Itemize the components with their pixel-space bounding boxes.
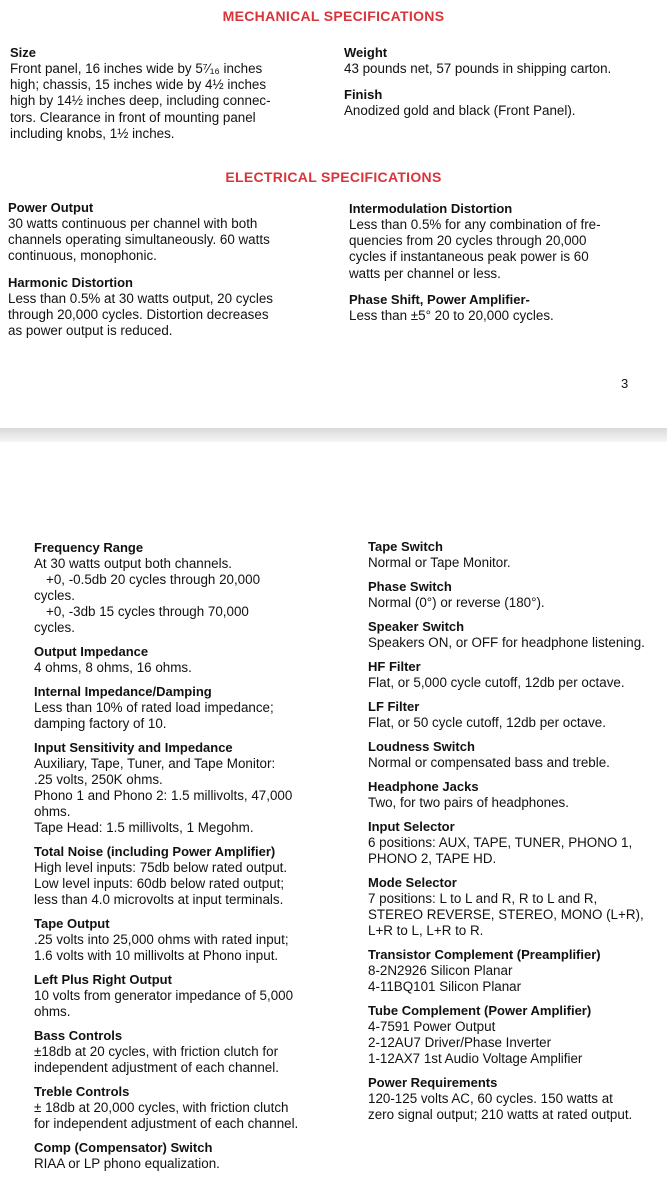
spec-line: Flat, or 50 cycle cutoff, 12db per octave. <box>368 715 606 730</box>
spec-heading: Headphone Jacks <box>368 779 479 794</box>
spec-input-selector <box>368 819 650 867</box>
spec-frequency-range <box>34 540 316 636</box>
spec-line: Normal or compensated bass and treble. <box>368 755 610 770</box>
spec-line: At 30 watts output both channels. <box>34 556 233 571</box>
spec-heading: LF Filter <box>368 699 420 714</box>
spec-lf-filter <box>368 699 650 731</box>
spec-heading: Weight <box>344 45 388 60</box>
spec-left-plus-right-output <box>34 972 316 1020</box>
spec-line: +0, -3db 15 cycles through 70,000 <box>46 604 249 619</box>
spec-line: Less than 0.5% at 30 watts output, 20 cycles <box>8 290 273 306</box>
spec-heading: Bass Controls <box>34 1028 123 1043</box>
spec-heading: Tape Switch <box>368 539 443 554</box>
spec-heading: Total Noise (including Power Amplifier) <box>34 844 276 859</box>
spec-heading: Harmonic Distortion <box>8 274 133 290</box>
spec-line: as power output is reduced. <box>8 323 173 339</box>
spec-speaker-switch <box>368 619 650 651</box>
spec-line: Flat, or 5,000 cycle cutoff, 12db per octave. <box>368 675 625 690</box>
spec-hf-filter <box>368 659 650 691</box>
spec-line: STEREO REVERSE, STEREO, MONO (L+R), <box>368 907 644 922</box>
spec-line: Two, for two pairs of headphones. <box>368 795 569 810</box>
spec-line: High level inputs: 75db below rated output. <box>34 860 288 875</box>
spec-line: .25 volts into 25,000 ohms with rated input; <box>34 932 289 947</box>
spec-line: 7 positions: L to L and R, R to L and R, <box>368 891 598 906</box>
spec-line: quencies from 20 cycles through 20,000 <box>349 233 587 249</box>
spec-line: Tape Head: 1.5 millivolts, 1 Megohm. <box>34 820 254 835</box>
electrical-right-column <box>349 201 631 334</box>
spec-line: Less than 0.5% for any combination of fre- <box>349 217 601 232</box>
spec-line: +0, -0.5db 20 cycles through 20,000 <box>46 572 261 587</box>
spec-line: 4 ohms, 8 ohms, 16 ohms. <box>34 660 192 675</box>
spec-line: independent adjustment of each channel. <box>34 1060 279 1075</box>
spec-heading: Size <box>10 45 37 60</box>
spec-heading: Mode Selector <box>368 875 457 890</box>
spec-line: 8-2N2926 Silicon Planar <box>368 963 513 978</box>
spec-line: ohms. <box>34 804 71 819</box>
spec-phase-shift-power-amplifier <box>349 292 631 324</box>
spec-tape-output <box>34 916 316 964</box>
spec-line: PHONO 2, TAPE HD. <box>368 851 497 866</box>
spec-heading: Power Requirements <box>368 1075 498 1090</box>
spec-loudness-switch <box>368 739 650 771</box>
spec-finish <box>344 87 644 119</box>
spec-heading: HF Filter <box>368 659 421 674</box>
page2-left-column <box>34 540 316 1180</box>
electrical-left-column <box>8 200 293 349</box>
mechanical-specifications-title: MECHANICAL SPECIFICATIONS <box>222 8 445 24</box>
spec-heading: Internal Impedance/Damping <box>34 684 212 699</box>
page-number: 3 <box>621 376 629 391</box>
spec-heading: Input Sensitivity and Impedance <box>34 740 233 755</box>
spec-line: Normal or Tape Monitor. <box>368 555 511 570</box>
spec-line: 30 watts continuous per channel with both <box>8 216 258 231</box>
spec-heading: Finish <box>344 87 383 103</box>
spec-heading: Phase Switch <box>368 579 452 594</box>
mechanical-right-column <box>344 45 644 129</box>
spec-line: cycles if instantaneous peak power is 60 <box>349 249 589 265</box>
spec-line: watts per channel or less. <box>349 265 501 281</box>
spec-size <box>10 45 295 142</box>
spec-harmonic-distortion <box>8 275 293 340</box>
spec-intermodulation-distortion <box>349 201 631 282</box>
spec-heading: Input Selector <box>368 819 455 834</box>
spec-phase-switch <box>368 579 650 611</box>
spec-line: Auxiliary, Tape, Tuner, and Tape Monitor: <box>34 756 276 771</box>
spec-line: including knobs, 1½ inches. <box>10 125 175 141</box>
spec-bass-controls <box>34 1028 316 1076</box>
spec-line: 120-125 volts AC, 60 cycles. 150 watts at <box>368 1091 613 1106</box>
spec-line: tors. Clearance in front of mounting panel <box>10 109 256 125</box>
spec-line: Low level inputs: 60db below rated output; <box>34 876 285 891</box>
spec-line: 43 pounds net, 57 pounds in shipping carton. <box>344 61 612 76</box>
spec-line: less than 4.0 microvolts at input terminals. <box>34 892 284 907</box>
page-3 <box>0 0 667 428</box>
spec-mode-selector <box>368 875 650 939</box>
spec-comp-compensator-switch <box>34 1140 316 1172</box>
spec-line: Speakers ON, or OFF for headphone listening. <box>368 635 645 650</box>
spec-line: 1.6 volts with 10 millivolts at Phono input. <box>34 948 279 963</box>
spec-input-sensitivity-and-impedance <box>34 740 316 836</box>
spec-power-requirements <box>368 1075 650 1123</box>
spec-output-impedance <box>34 644 316 676</box>
spec-line: cycles. <box>34 620 75 635</box>
spec-heading: Comp (Compensator) Switch <box>34 1140 213 1155</box>
spec-line: cycles. <box>34 588 75 603</box>
spec-heading: Treble Controls <box>34 1084 130 1099</box>
spec-line: Normal (0°) or reverse (180°). <box>368 595 545 610</box>
spec-heading: Tube Complement (Power Amplifier) <box>368 1003 592 1018</box>
page-separator <box>0 428 667 442</box>
spec-heading: Output Impedance <box>34 644 149 659</box>
spec-tape-switch <box>368 539 650 571</box>
spec-line: damping factory of 10. <box>34 716 167 731</box>
spec-heading: Power Output <box>8 200 94 215</box>
spec-heading: Frequency Range <box>34 540 144 555</box>
spec-line: high; chassis, 15 inches wide by 4½ inches <box>10 77 267 93</box>
spec-line: through 20,000 cycles. Distortion decreases <box>8 306 269 322</box>
spec-line: zero signal output; 210 watts at rated output. <box>368 1107 633 1122</box>
spec-heading: Speaker Switch <box>368 619 465 634</box>
mechanical-left-column <box>10 45 295 152</box>
spec-line: Anodized gold and black (Front Panel). <box>344 103 576 119</box>
spec-line: for independent adjustment of each channel. <box>34 1116 299 1131</box>
spec-line: continuous, monophonic. <box>8 248 157 264</box>
spec-line: ±18db at 20 cycles, with friction clutch for <box>34 1044 279 1059</box>
spec-treble-controls <box>34 1084 316 1132</box>
spec-line: 1-12AX7 1st Audio Voltage Amplifier <box>368 1051 583 1066</box>
spec-power-output <box>8 200 293 265</box>
spec-line: high by 14½ inches deep, including connec- <box>10 93 271 109</box>
spec-line: 6 positions: AUX, TAPE, TUNER, PHONO 1, <box>368 835 633 850</box>
spec-line: Phono 1 and Phono 2: 1.5 millivolts, 47,000 <box>34 788 293 803</box>
spec-total-noise-including-power-amplifier <box>34 844 316 908</box>
spec-line: 4-11BQ101 Silicon Planar <box>368 979 522 994</box>
spec-internal-impedance-damping <box>34 684 316 732</box>
spec-line: Less than 10% of rated load impedance; <box>34 700 274 715</box>
spec-line: RIAA or LP phono equalization. <box>34 1156 220 1171</box>
spec-heading: Phase Shift, Power Amplifier- <box>349 291 530 307</box>
spec-line: 2-12AU7 Driver/Phase Inverter <box>368 1035 552 1050</box>
spec-tube-complement-power-amplifier <box>368 1003 650 1067</box>
spec-weight <box>344 45 644 77</box>
spec-transistor-complement-preamplifier <box>368 947 650 995</box>
spec-line: ± 18db at 20,000 cycles, with friction clutch <box>34 1100 289 1115</box>
page-4 <box>0 442 667 1200</box>
spec-line: channels operating simultaneously. 60 watts <box>8 232 270 248</box>
spec-heading: Left Plus Right Output <box>34 972 172 987</box>
spec-heading: Transistor Complement (Preamplifier) <box>368 947 601 962</box>
spec-line: .25 volts, 250K ohms. <box>34 772 163 787</box>
spec-line: Front panel, 16 inches wide by 5⁷⁄₁₆ inches <box>10 61 263 76</box>
spec-line: 4-7591 Power Output <box>368 1019 496 1034</box>
spec-heading: Intermodulation Distortion <box>349 201 513 216</box>
spec-headphone-jacks <box>368 779 650 811</box>
spec-line: ohms. <box>34 1004 71 1019</box>
spec-line: 10 volts from generator impedance of 5,000 <box>34 988 294 1003</box>
electrical-specifications-title: ELECTRICAL SPECIFICATIONS <box>225 169 442 185</box>
page2-right-column <box>368 539 650 1131</box>
spec-heading: Tape Output <box>34 916 110 931</box>
spec-line: Less than ±5° 20 to 20,000 cycles. <box>349 307 554 323</box>
spec-heading: Loudness Switch <box>368 739 475 754</box>
spec-line: L+R to L, L+R to R. <box>368 923 484 938</box>
